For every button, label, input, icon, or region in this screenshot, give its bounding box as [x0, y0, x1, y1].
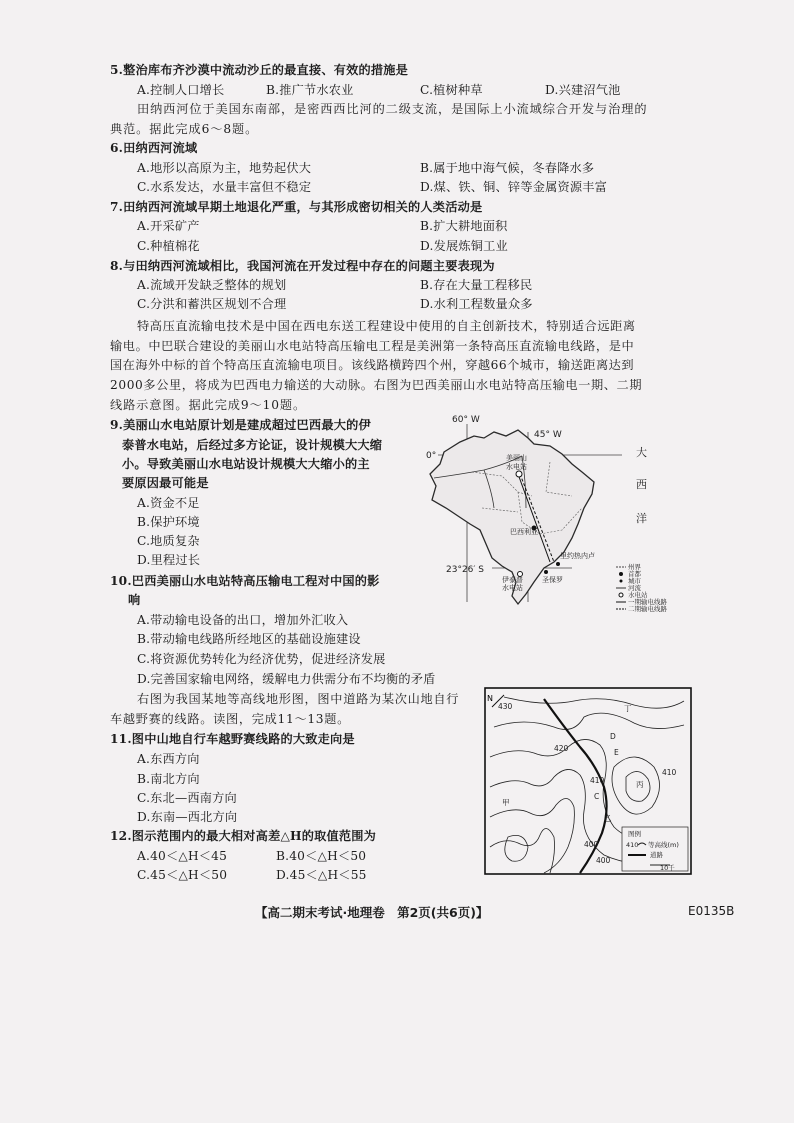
question-8: 8.与田纳西河流域相比，我国河流在开发过程中存在的问题主要表现为: [110, 259, 495, 273]
city-rio: [556, 562, 560, 566]
option: C.种植棉花: [137, 239, 200, 253]
question-6: 6.田纳西河流域: [110, 141, 198, 155]
lat-label-equator: 0°: [426, 451, 437, 461]
svg-text:10千: 10千: [660, 864, 675, 872]
ocean-label: 大: [636, 446, 647, 459]
svg-text:二期输电线路: 二期输电线路: [628, 605, 667, 612]
point-label: 甲: [502, 798, 510, 807]
hydro-station-belo-monte: [516, 471, 522, 477]
option: B.40＜△H＜50: [276, 849, 367, 863]
contour-label: 410: [590, 776, 605, 785]
svg-text:河流: 河流: [628, 584, 641, 592]
svg-text:图例: 图例: [628, 830, 641, 838]
station-label: 美丽山: [506, 454, 527, 462]
option: C.45＜△H＜50: [137, 868, 228, 882]
station-label: 水电站: [506, 463, 527, 471]
point-label: 丙: [636, 780, 644, 789]
question-10-cont: 响: [128, 593, 141, 607]
option: D.煤、铁、铜、锌等金属资源丰富: [420, 180, 608, 194]
option: A.东西方向: [137, 752, 200, 766]
stem-text: 2000多公里，将成为巴西电力输送的大动脉。右图为巴西美丽山水电站特高压输电一期、二期: [110, 378, 643, 392]
stem-text: 线路示意图。据此完成9～10题。: [110, 398, 307, 412]
point-label: C: [594, 792, 600, 801]
option: B.带动输电线路所经地区的基础设施建设: [137, 632, 361, 646]
contour-map: [484, 687, 692, 875]
north-label: N: [487, 694, 493, 703]
option: B.存在大量工程移民: [420, 278, 533, 292]
option: D.兴建沼气池: [545, 83, 621, 97]
city-sao-paulo: [544, 570, 548, 574]
city-label: 圣保罗: [542, 576, 563, 584]
exam-code: E0135B: [688, 904, 735, 918]
option: C.分洪和蓄洪区规划不合理: [137, 297, 287, 311]
svg-text:一期输电线路: 一期输电线路: [628, 598, 667, 606]
contour-label: 420: [554, 744, 569, 753]
svg-text:道路: 道路: [650, 851, 663, 859]
lat-label-tropic: 23°26′ S: [446, 565, 485, 575]
stem-text: 右图为我国某地等高线地形图，图中道路为某次山地自行: [137, 692, 460, 706]
option: A.流域开发缺乏整体的规划: [137, 278, 287, 292]
question-11: 11.图中山地自行车越野赛线路的大致走向是: [110, 732, 355, 746]
exam-title: 【高二期末考试·地理卷: [255, 905, 385, 920]
lon-label-45w: 45° W: [534, 430, 562, 440]
stem-text: 国在海外中标的首个特高压直流输电项目。该线路横跨四个州，穿越66个城市，输送距离达到: [110, 358, 635, 372]
option: C.将资源优势转化为经济优势，促进经济发展: [137, 652, 386, 666]
ocean-label: 洋: [636, 512, 647, 525]
svg-text:州界: 州界: [628, 563, 641, 571]
brazil-map: [422, 412, 692, 612]
option: D.45＜△H＜55: [276, 868, 367, 882]
svg-text:等高线(m): 等高线(m): [648, 841, 679, 849]
option: C.水系发达，水量丰富但不稳定: [137, 180, 312, 194]
question-7: 7.田纳西河流域早期土地退化严重，与其形成密切相关的人类活动是: [110, 200, 483, 214]
option: C.植树种草: [420, 83, 483, 97]
option: A.资金不足: [137, 496, 200, 510]
option: B.属于地中海气候，冬春降水多: [420, 161, 595, 175]
option: A.控制人口增长: [137, 83, 225, 97]
option: D.完善国家输电网络，缓解电力供需分布不均衡的矛盾: [137, 672, 436, 686]
city-label: 里约热内卢: [560, 552, 595, 560]
option: A.40＜△H＜45: [137, 849, 228, 863]
option: B.推广节水农业: [266, 83, 354, 97]
option: C.东北—西南方向: [137, 791, 237, 805]
stem-text: 典范。据此完成6～8题。: [110, 122, 259, 136]
brazil-legend: [616, 562, 668, 612]
point-label: 丁: [624, 704, 632, 713]
contour-label: 400: [596, 856, 611, 865]
station-label: 伊泰普: [502, 576, 523, 584]
contour-label: 410: [662, 768, 677, 777]
option: C.地质复杂: [137, 534, 200, 548]
question-9-cont: 泰普水电站，后经过多方论证，设计规模大大缩: [122, 438, 383, 452]
station-label: 水电站: [502, 584, 523, 592]
contour-label: 400: [584, 840, 599, 849]
lon-label-60w: 60° W: [452, 415, 480, 425]
point-label: D: [610, 732, 616, 741]
option: A.带动输电设备的出口，增加外汇收入: [137, 613, 349, 627]
question-10: 10.巴西美丽山水电站特高压输电工程对中国的影: [110, 574, 380, 588]
contour-label: 430: [498, 702, 513, 711]
option: B.扩大耕地面积: [420, 219, 508, 233]
option: D.水利工程数量众多: [420, 297, 533, 311]
question-9-cont: 要原因最可能是: [122, 476, 209, 490]
footer-title: [255, 903, 488, 921]
contour-legend: [622, 827, 688, 872]
option: A.开采矿产: [137, 219, 200, 233]
question-9-cont: 小。导致美丽山水电站设计规模大大缩小的主: [122, 457, 370, 471]
option: B.保护环境: [137, 515, 200, 529]
svg-text:410: 410: [626, 841, 639, 849]
ocean-label: 西: [636, 478, 647, 491]
stem-text: 输电。中巴联合建设的美丽山水电站特高压输电工程是美洲第一条特高压直流输电线路，是中: [110, 339, 635, 353]
stem-text: 特高压直流输电技术是中国在西电东送工程建设中使用的自主创新技术，特别适合远距离: [137, 319, 636, 333]
stem-text: 车越野赛的线路。读图，完成11～13题。: [110, 712, 351, 726]
option: D.里程过长: [137, 553, 201, 567]
svg-text:城市: 城市: [628, 577, 641, 585]
question-5: 5.整治库布齐沙漠中流动沙丘的最直接、有效的措施是: [110, 63, 409, 77]
point-label: E: [614, 748, 619, 757]
point-label: 乙: [604, 814, 612, 823]
question-12: 12.图示范围内的最大相对高差△H的取值范围为: [110, 829, 377, 843]
option: D.发展炼铜工业: [420, 239, 508, 253]
option: D.东南—西北方向: [137, 810, 238, 824]
stem-text: 田纳西河位于美国东南部，是密西西比河的二级支流，是国际上小流域综合开发与治理的: [137, 102, 648, 116]
page-number: 第2页(共6页)】: [397, 905, 489, 920]
city-label: 巴西利亚: [510, 528, 538, 536]
svg-text:首都: 首都: [628, 570, 641, 578]
svg-text:水电站: 水电站: [628, 591, 648, 599]
option: B.南北方向: [137, 772, 200, 786]
option: A.地形以高原为主，地势起伏大: [137, 161, 312, 175]
question-9: 9.美丽山水电站原计划是建成超过巴西最大的伊: [110, 418, 371, 432]
